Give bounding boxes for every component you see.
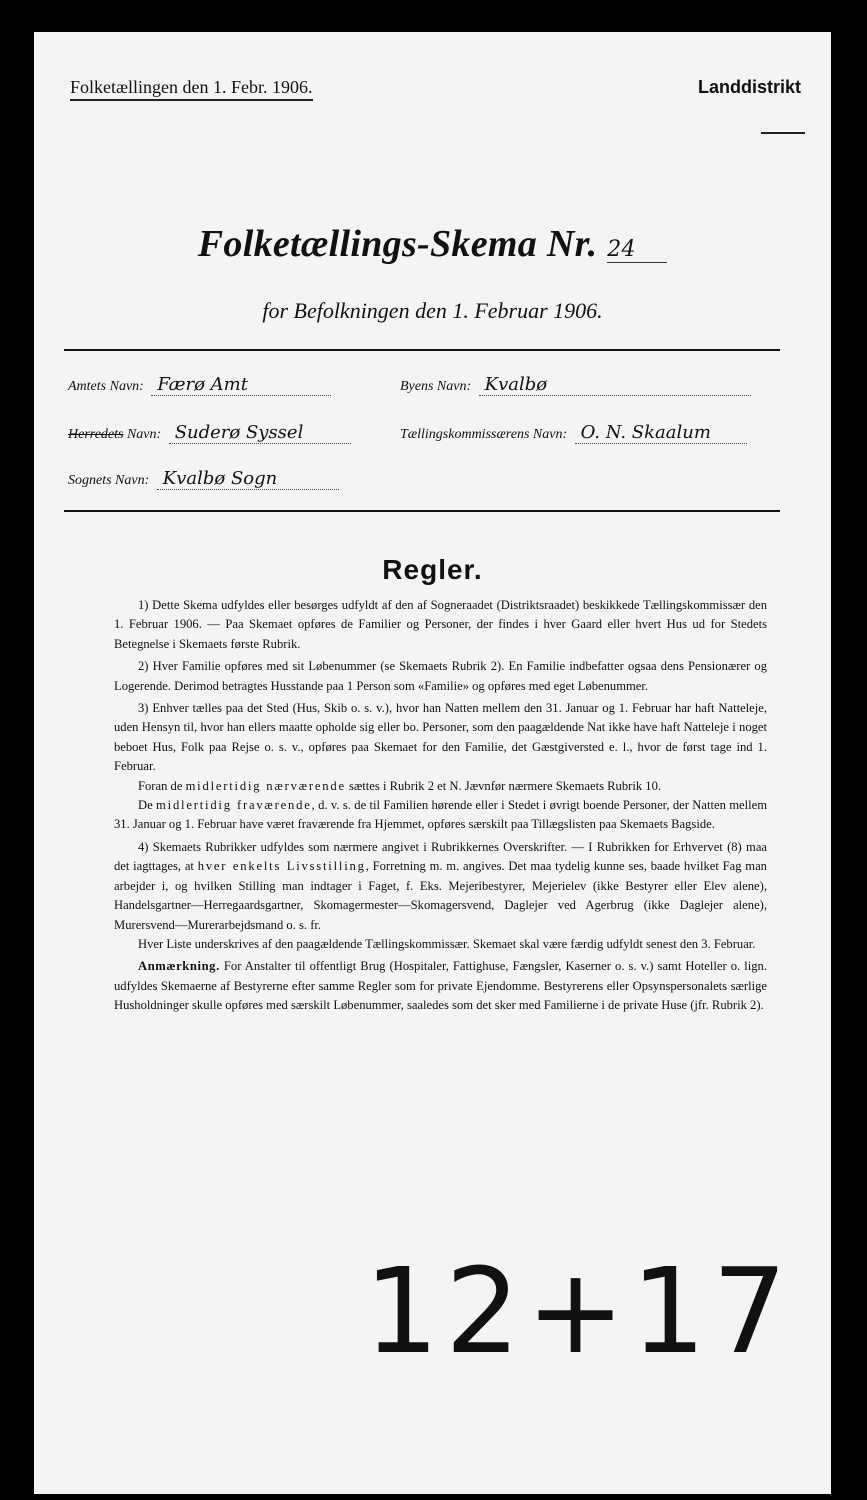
kommissaer-value: O. N. Skaalum — [575, 422, 747, 444]
remark-body: For Anstalter til offentligt Brug (Hospitaler, Fattighuse, Fængsler, Kaserner o. s. v.) samt Hoteller o. lign. udfyldes Skemaerne af Bestyrerne efter samme Regler som for private Ejendomme. Bestyrerens eller Opsynspersonalets særlige Husholdninger skulle opføres med særskilt Løbenummer, saaledes som det sker med Familierne i de private Huse (jfr. Rubrik 2). — [114, 959, 767, 1013]
remark-heading: Anmærkning. — [138, 959, 220, 974]
form-title-text: Folketællings-Skema Nr. — [197, 223, 598, 265]
sogn-field — [68, 468, 339, 490]
rule-1: 1) Dette Skema udfyldes eller besørges udfyldt af den af Sogneraadet (Distriktsraadet) beskikkede Tællingskommissær den 1. Februar 1906. — Paa Skemaet opføres de Familier og Personer, der findes i hver Gaard eller hvert Hus ud for Stedets Betegnelse i Skemaets første Rubrik. — [114, 598, 767, 651]
rule-3: 3) Enhver tælles paa det Sted (Hus, Skib o. s. v.), hvor han Natten mellem den 31. Januar og 1. Februar har haft Natteleje, uden Hensyn til, hvor han ellers maatte opholde sig eller bo. Personer, som den paagældende Nat ikke have haft Natteleje i noget beboet Hus, Folk paa Rejse o. s. v., opføres paa Skemaet for den Familie, det Gæstgiversted e. l., hvor de først tage ind 1. Februar. — [114, 701, 767, 774]
herred-field — [68, 422, 351, 444]
top-divider — [64, 349, 780, 351]
herred-label: Navn: — [123, 427, 162, 442]
form-subtitle: for Befolkningen den 1. Februar 1906. — [262, 298, 603, 323]
pencil-annotation: 12+17 — [364, 1242, 794, 1380]
rule-4: 4) Skemaets Rubrikker udfyldes som nærmere angivet i Rubrikkernes Overskrifter. — I Rubrikken for Erhvervet (8) maa det iagttages, at hver enkelts Livsstilling, Forretning m. m. angives. Det maa tydelig kunne ses, baade hvilket Fag man arbejder i, og hvilken Stilling man indtager i Faget, f. Eks. Mejeribestyrer, Mejerielev (ikke Bestyrer eller Elev alene), Handelsgartner—Herregaardsgartner, Skomagermester—Skomagersvend, Daglejer ved Agerbrug (ikke Daglejer alene), Murersvend—Murerarbejdsmand o. s. fr. — [114, 839, 767, 932]
rules-text — [114, 596, 767, 1016]
remark — [114, 957, 767, 1015]
amt-field — [68, 374, 331, 396]
kommissaer-label: Tællingskommissærens Navn: — [400, 427, 568, 442]
form-title — [34, 222, 831, 266]
kommissaer-field — [400, 422, 747, 444]
herred-label-struck: Herredets — [68, 427, 124, 442]
rule-3-absent: De midlertidig fraværende, d. v. s. de til Familien hørende eller i Stedet i øvrigt boende Personer, der Natten mellem 31. Januar og 1. Februar have været fraværende fra Hjemmet, opføres særskilt paa Tillægslisten paa Skemaets Bagside. — [114, 798, 767, 832]
by-field — [400, 374, 751, 396]
amt-label: Amtets Navn: — [68, 379, 144, 394]
herred-value: Suderø Syssel — [169, 422, 351, 444]
rule-3-present: Foran de midlertidig nærværende sættes i Rubrik 2 et N. Jævnfør nærmere Skemaets Rubrik 10. — [138, 778, 662, 793]
form-number: 24 — [607, 237, 667, 263]
rule-2: 2) Hver Familie opføres med sit Løbenummer (se Skemaets Rubrik 2). En Familie indbefatter ogsaa dens Pensionærer og Logerende. Derimod betragtes Husstande paa 1 Person som «Familie» og opføres med eget Løbenummer. — [114, 659, 767, 693]
sogn-label: Sognets Navn: — [68, 473, 150, 488]
amt-value: Færø Amt — [151, 374, 331, 396]
by-label: Byens Navn: — [400, 379, 472, 394]
sogn-value: Kvalbø Sogn — [157, 468, 339, 490]
rule-4-signature: Hver Liste underskrives af den paagældende Tællingskommissær. Skemaet skal være færdig udfyldt senest den 3. Februar. — [138, 936, 756, 951]
header-dash — [761, 132, 805, 134]
rules-heading: Regler. — [382, 554, 483, 585]
bottom-divider — [64, 510, 780, 512]
census-form-page — [34, 32, 831, 1494]
district-type-label: Landdistrikt — [697, 77, 801, 97]
by-value: Kvalbø — [479, 374, 751, 396]
census-date-header: Folketællingen den 1. Febr. 1906. — [70, 77, 313, 101]
